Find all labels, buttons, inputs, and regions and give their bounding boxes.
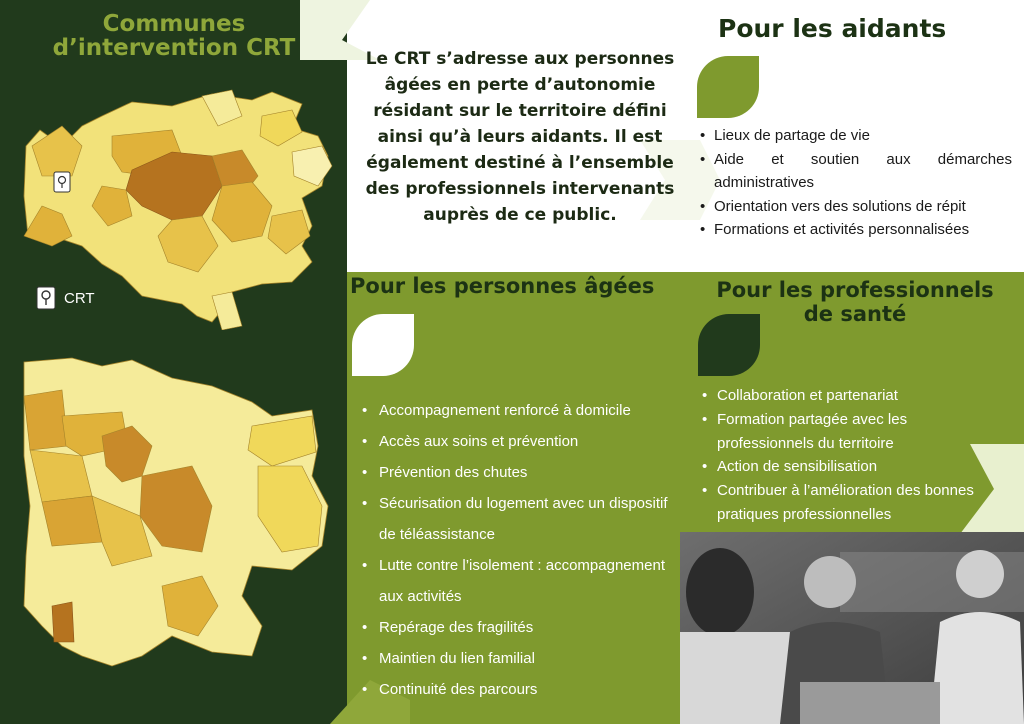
list-item: • Formation partagée avec les professionnels du territoire — [702, 408, 994, 456]
personnes-title: Pour les personnes âgées — [350, 274, 655, 298]
aidants-list — [700, 124, 1012, 242]
communes-title: Communes d’intervention CRT — [52, 11, 296, 61]
pros-list — [702, 384, 994, 527]
list-item: • Aide et soutien aux démarches administratives — [700, 148, 1012, 195]
list-item: • Collaboration et partenariat — [702, 384, 994, 408]
photo-caregivers — [680, 532, 1024, 724]
list-item: • Sécurisation du logement avec un dispositif de téléassistance — [362, 488, 680, 550]
list-item: • Lutte contre l’isolement : accompagnement aux activités — [362, 550, 680, 612]
leaf-icon — [352, 314, 414, 376]
list-item: • Formations et activités personnalisées — [700, 218, 1012, 242]
personnes-list — [362, 395, 680, 705]
map-pin-icon — [36, 286, 56, 310]
list-item: • Lieux de partage de vie — [700, 124, 1012, 148]
list-item: • Contribuer à l’amélioration des bonnes pratiques professionnelles — [702, 479, 994, 527]
list-item: • Maintien du lien familial — [362, 643, 680, 674]
list-item: • Action de sensibilisation — [702, 455, 994, 479]
leaf-icon — [698, 314, 760, 376]
list-item: • Prévention des chutes — [362, 457, 680, 488]
list-item: • Accès aux soins et prévention — [362, 426, 680, 457]
aidants-title: Pour les aidants — [718, 14, 947, 43]
crt-legend — [36, 286, 95, 310]
crt-legend-label: CRT — [64, 289, 95, 307]
pros-title: Pour les professionnels de santé — [716, 278, 994, 326]
map-pin-icon — [54, 172, 70, 192]
intro-text: Le CRT s’adresse aux personnes âgées en perte d’autonomie résidant sur le territoire défini ainsi qu’à leurs aidants. Il est également destiné à l’ensemble des professionnels intervenants auprès de ce public. — [365, 49, 675, 225]
list-item: • Repérage des fragilités — [362, 612, 680, 643]
list-item: • Orientation vers des solutions de répit — [700, 195, 1012, 219]
list-item: • Continuité des parcours — [362, 674, 680, 705]
leaf-icon — [697, 56, 759, 118]
list-item: • Accompagnement renforcé à domicile — [362, 395, 680, 426]
map-communes-south — [22, 356, 336, 670]
